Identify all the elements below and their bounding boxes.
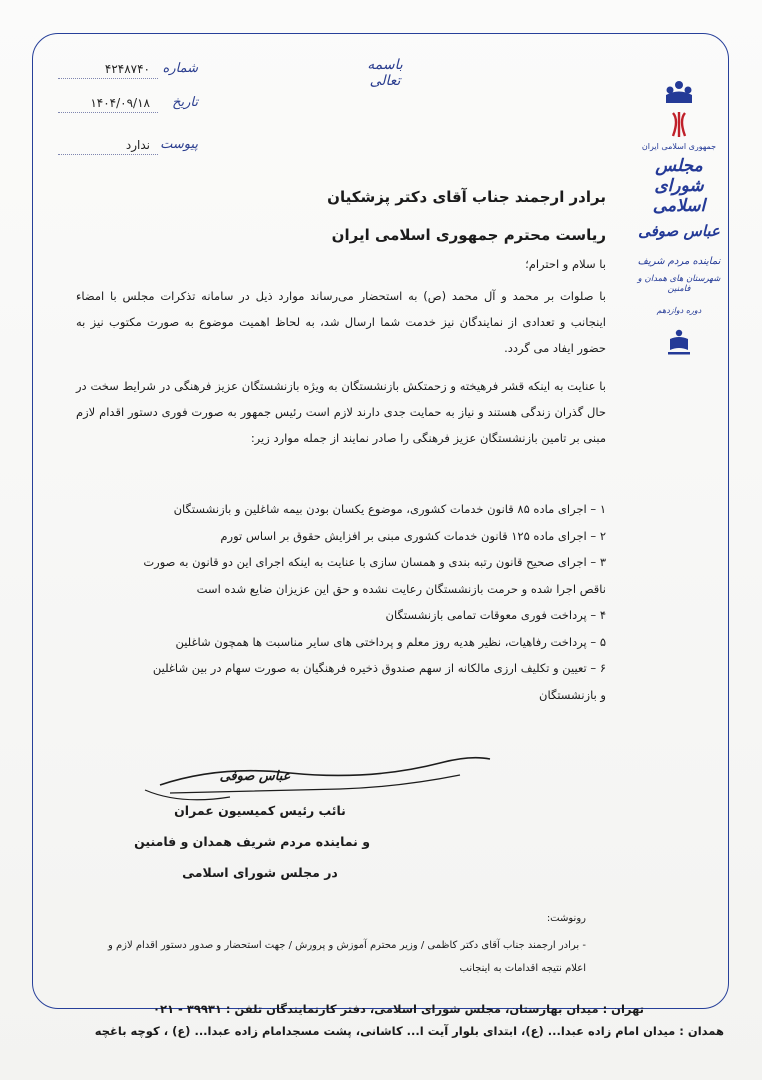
letter-number-label: شماره	[162, 61, 198, 76]
body-paragraph-1: با صلوات بر محمد و آل محمد (ص) به استحضار می‌رساند موارد ذیل در سامانه تذکرات مجلس با امضاء اینجانب و تعدادی از نمایندگان نیز خدمت شما ارسال شد، به لحاظ اهمیت موضوع به صورت مکتوب نیز به حضور ایفاد می گردد.	[76, 289, 606, 355]
signatory-title: نائب رئیس کمیسیون عمران و نماینده مردم شریف همدان و فامنین در مجلس شورای اسلامی	[134, 803, 370, 880]
letter-date-row	[58, 95, 198, 117]
body-paragraph-2: با عنایت به اینکه قشر فرهیخته و زحمتکش بازنشستگان به ویژه بازنشستگان عزیز فرهنگی در شرایط سخت در حال گذران زندگی هستند و نیاز به حمایت جدی دارند لازم است رئیس جمهور به صورت فوری دستور اقدام لازم مبنی بر تامین بازنشستگان عزیز فرهنگی را صادر نمایند از جمله موارد زیر:	[76, 379, 606, 445]
letter-attachment-label: پیوست	[160, 137, 198, 152]
emblem-rep-line2: شهرستان های همدان و فامنین	[637, 274, 721, 294]
list-item: ۴ – پرداخت فوری معوقات تمامی بازنشستگان	[385, 608, 606, 622]
letter-number: ۴۲۴۸۷۴۰	[104, 62, 150, 76]
letter-date: ۱۴۰۴/۰۹/۱۸	[90, 96, 150, 110]
iran-emblem-icon	[632, 110, 726, 140]
list-item: ۱ – اجرای ماده ۸۵ قانون خدمات کشوری، موضوع یکسان بودن بیمه شاغلین و بازنشستگان	[173, 502, 606, 516]
emblem-term: دوره دوازدهم	[656, 306, 702, 315]
list-item: ۵ – پرداخت رفاهیات، نظیر هدیه روز معلم و پرداختی های سایر مناسبت ها همچون شاغلین	[175, 634, 606, 649]
signatory-name: عباس صوفی	[219, 769, 291, 784]
list-item: ۶ – تعیین و تکلیف ارزی مالکانه از سهم صندوق ذخیره فرهنگیان به صورت سهام در بین شاغلین	[152, 661, 606, 675]
demands-list	[76, 496, 606, 708]
emblem-rep-line1: نماینده مردم شریف	[637, 256, 721, 267]
list-item: ۳ – اجرای صحیح قانون رتبه بندی و همسان سازی با عنایت به اینکه اجرای این دو قانون به صورت	[143, 555, 606, 569]
bismillah-heading: باسمه تعالی	[367, 57, 403, 89]
cc-label: رونوشت:	[546, 913, 586, 924]
list-item: ۲ – اجرای ماده ۱۲۵ قانون خدمات کشوری مبنی بر افزایش حقوق بر اساس تورم	[220, 528, 606, 543]
greeting: با سلام و احترام؛	[525, 257, 606, 271]
majlis-logo-text: مجلس شورای اسلامی	[652, 156, 706, 216]
majlis-emblem-column	[632, 78, 726, 368]
book-emblem-icon	[632, 328, 726, 358]
emblem-representative-name: عباس صوفی	[638, 222, 720, 240]
letter-number-row	[58, 61, 198, 83]
cc-line-1: - برادر ارجمند جناب آقای دکتر کاظمی / وزیر محترم آموزش و پرورش / جهت استحضار و صدور دستور اقدام لازم و	[107, 940, 586, 951]
crown-emblem-icon	[632, 78, 726, 108]
cc-line-2: اعلام نتیجه اقدامات به اینجانب	[459, 963, 586, 974]
addressee-line2: ریاست محترم جمهوری اسلامی ایران	[331, 226, 606, 244]
republic-label: جمهوری اسلامی ایران	[641, 142, 717, 151]
letter-attachment-row	[58, 137, 198, 159]
footer-hamedan-address: همدان : میدان امام زاده عبدا... (ع)، ابتدای بلوار آیت ا... کاشانی، پشت مسجدامام زاده عبدا... (ع) ، کوچه باغچه	[94, 1024, 724, 1038]
letter-attachment: ندارد	[125, 138, 150, 152]
addressee-line1: برادر ارجمند جناب آقای دکتر پزشکیان	[327, 188, 606, 206]
footer-tehran-address: تهران : میدان بهارستان، مجلس شورای اسلامی، دفتر کارنمایندگان تلفن : ۳۹۹۳۱ - ۰۲۱	[152, 1002, 644, 1016]
list-item: ناقص اجرا شده و حرمت بازنشستگان رعایت نشده و حق این عزیزان ضایع شده است	[196, 581, 606, 596]
letter-date-label: تاریخ	[172, 95, 198, 110]
list-item: و بازنشستگان	[539, 687, 606, 702]
